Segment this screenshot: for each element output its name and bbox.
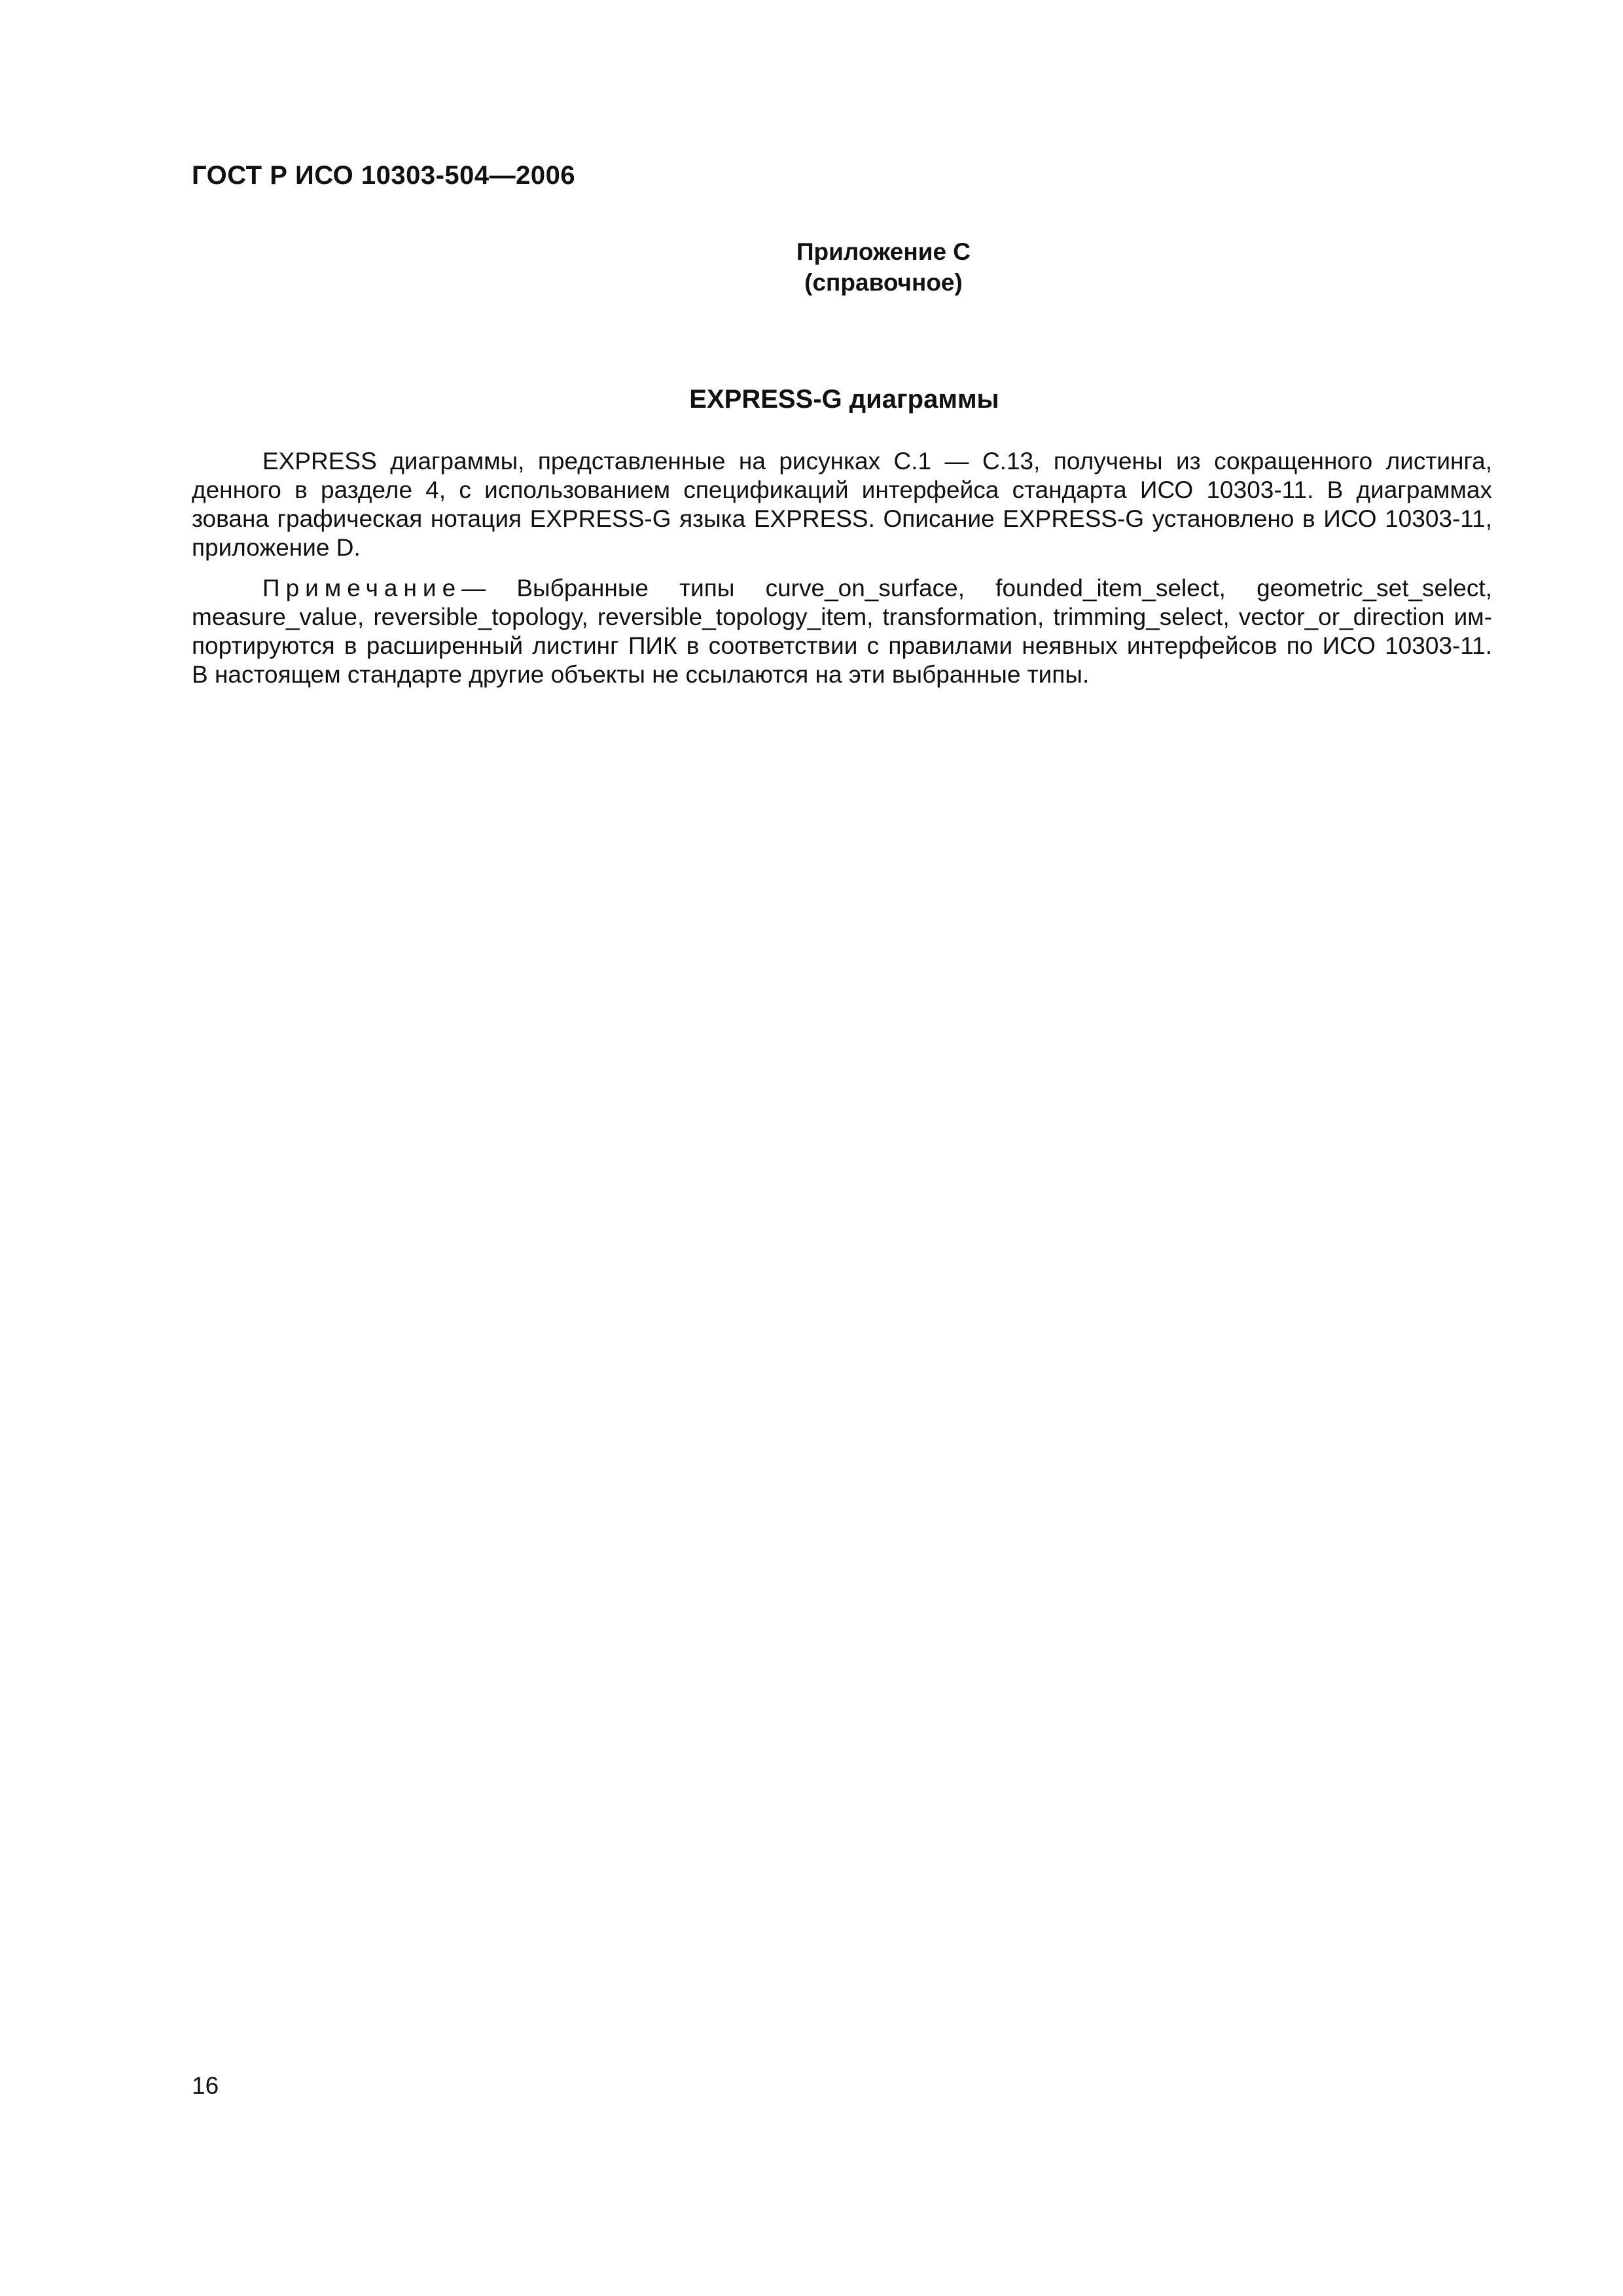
note-line-1 — [192, 574, 1492, 603]
note-line-3: портируются в расширенный листинг ПИК в соответствии с правилами неявных интерфейсов по ИСО 10303-11. — [192, 632, 1492, 659]
paragraph-1-line-1: EXPRESS диаграммы, представленные на рисунках С.1 — С.13, получены из сокращенного листинга, — [262, 448, 1492, 475]
paragraph-1-line-3: зована графическая нотация EXPRESS-G языка EXPRESS. Описание EXPRESS-G установлено в ИСО 10303-11, — [192, 505, 1492, 532]
annex-heading — [720, 236, 1047, 298]
body-text — [192, 447, 1492, 689]
section-title: EXPRESS-G диаграммы — [689, 385, 999, 414]
note-line-2: measure_value, reversible_topology, reversible_topology_item, transformation, trimming_select, vector_or_direction им- — [192, 603, 1492, 630]
note-line-1-text: — Выбранные типы curve_on_surface, founded_item_select, geometric_set_select, — [461, 575, 1492, 601]
annex-title: Приложение С — [796, 238, 971, 265]
page-number: 16 — [192, 2072, 219, 2099]
paragraph-1-line-2: денного в разделе 4, с использованием спецификаций интерфейса стандарта ИСО 10303-11. В диаграммах — [192, 476, 1492, 503]
paragraph-1-line-4: приложение D. — [192, 534, 361, 561]
document-code-header: ГОСТ Р ИСО 10303-504—2006 — [192, 161, 576, 190]
paragraph-gap — [192, 562, 1492, 574]
annex-status: (справочное) — [804, 269, 963, 296]
note-label: Примечание — [262, 575, 462, 601]
note-line-4: В настоящем стандарте другие объекты не ссылаются на эти выбранные типы. — [192, 661, 1090, 688]
